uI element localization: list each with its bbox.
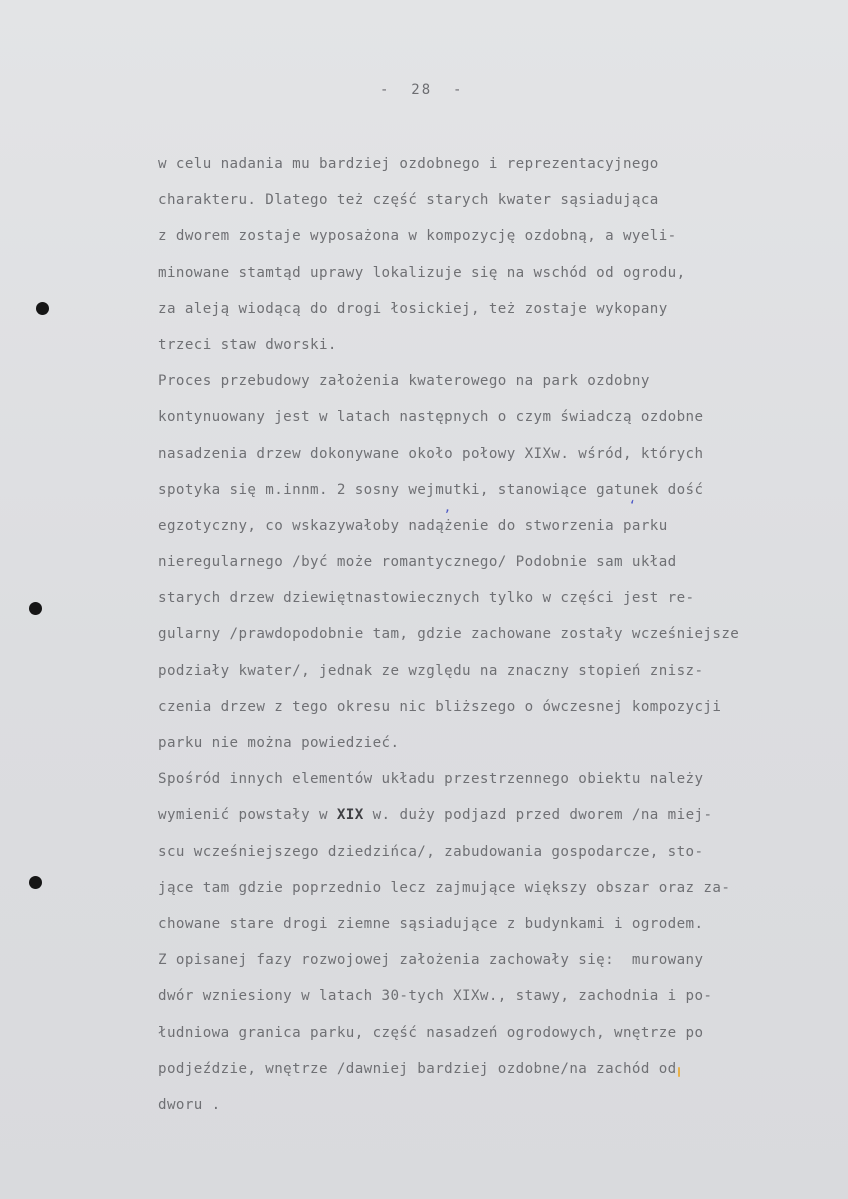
page-number: - 28 - [380,82,464,98]
text-line: minowane stamtąd uprawy lokalizuje się na wschód od ogrodu, [158,264,686,281]
text-line: chowane stare drogi ziemne sąsiadujące z budynkami i ogrodem. [158,915,704,932]
handwritten-correction-mark: , [445,497,450,515]
overstruck-text: XIX [336,807,364,824]
text-line: dworu . [158,1096,221,1113]
text-line: za aleją wiodącą do drogi łosickiej, też zostaje wykopany [158,300,668,317]
text-line: Spośród innych elementów układu przestrzennego obiektu należy [158,771,704,788]
text-line: wymienić powstały w XIX w. duży podjazd przed dworem /na miej- [158,807,713,824]
handwritten-correction-mark: ʻ [630,497,635,515]
text-line: podjeździe, wnętrze /dawniej bardziej ozdobne/na zachód od [158,1060,677,1077]
text-line: scu wcześniejszego dziedzińca/, zabudowania gospodarcze, sto- [158,843,704,860]
punch-hole-top [36,302,49,315]
punch-hole-bottom [29,876,42,889]
text-line: z dworem zostaje wyposażona w kompozycję ozdobną, a wyeli- [158,228,677,245]
text-line: starych drzew dziewiętnastowiecznych tylko w części jest re- [158,590,695,607]
text-line: jące tam gdzie poprzednio lecz zajmujące większy obszar oraz za- [158,879,731,896]
text-line: Z opisanej fazy rozwojowej założenia zachowały się: murowany [158,952,704,969]
text-line: łudniowa granica parku, część nasadzeń ogrodowych, wnętrze po [158,1024,704,1041]
text-line: nieregularnego /być może romantycznego/ Podobnie sam układ [158,554,677,571]
text-line: gularny /prawdopodobnie tam, gdzie zachowane zostały wcześniejsze [158,626,740,643]
text-line: czenia drzew z tego okresu nic bliższego o ówczesnej kompozycji [158,698,722,715]
text-line: w celu nadania mu bardziej ozdobnego i reprezentacyjnego [158,156,659,172]
punch-hole-middle [29,602,42,615]
text-line: egzotyczny, co wskazywałoby nadążenie do stworzenia parku [158,517,668,534]
text-line: charakteru. Dlatego też część starych kwater sąsiadująca [158,192,659,209]
text-line: podziały kwater/, jednak ze względu na znaczny stopień znisz- [158,662,704,679]
paper-speck [678,1067,680,1077]
text-line: nasadzenia drzew dokonywane około połowy XIXw. wśród, których [158,445,704,462]
text-line: Proces przebudowy założenia kwaterowego na park ozdobny [158,373,650,390]
text-line: parku nie można powiedzieć. [158,735,400,751]
typed-body-text [158,146,848,1123]
text-line: trzeci staw dworski. [158,336,337,353]
text-line: dwór wzniesiony w latach 30-tych XIXw., stawy, zachodnia i po- [158,988,713,1005]
text-line: kontynuowany jest w latach następnych o czym świadczą ozdobne [158,409,704,426]
text-line: spotyka się m.innm. 2 sosny wejmutki, stanowiące gatunek dość [158,481,704,498]
